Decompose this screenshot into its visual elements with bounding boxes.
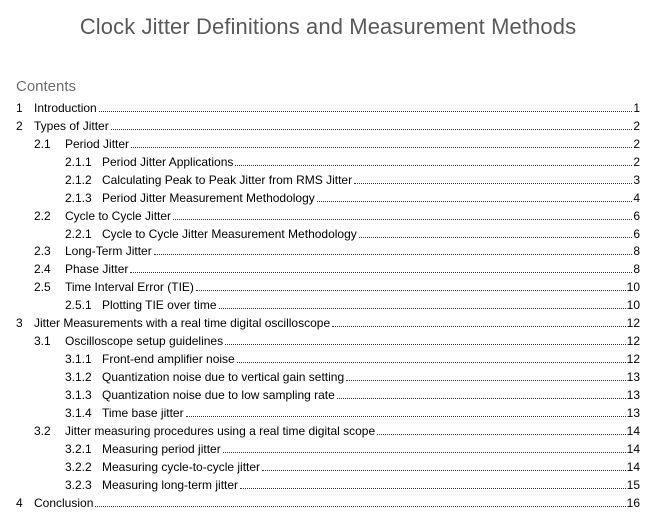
toc-entry-page-number[interactable]: 1 xyxy=(633,100,640,115)
toc-entry-title[interactable]: Cycle to Cycle Jitter xyxy=(65,208,172,223)
toc-entry-number: 2.2 xyxy=(34,208,51,223)
toc-entry-number: 2 xyxy=(16,118,23,133)
toc-entry-number: 2.2.1 xyxy=(65,226,92,241)
toc-dot-leader xyxy=(235,165,632,166)
toc-entry-page-number[interactable]: 6 xyxy=(633,208,640,223)
toc-dot-leader xyxy=(219,308,626,309)
toc-entry-page-number[interactable]: 16 xyxy=(626,495,640,510)
toc-entry[interactable] xyxy=(0,224,656,242)
toc-entry-title[interactable]: Period Jitter Measurement Methodology xyxy=(102,190,315,205)
toc-entry-title[interactable]: Cycle to Cycle Jitter Measurement Methodology xyxy=(102,226,357,241)
toc-entry-title[interactable]: Time Interval Error (TIE) xyxy=(65,280,194,295)
toc-entry-page-number[interactable]: 2 xyxy=(633,154,640,169)
toc-entry-number: 2.1.2 xyxy=(65,172,92,187)
toc-dot-leader xyxy=(377,434,625,435)
toc-dot-leader xyxy=(111,129,633,130)
toc-entry-number: 3.1 xyxy=(34,334,51,349)
toc-dot-leader xyxy=(130,272,632,273)
toc-dot-leader xyxy=(99,111,633,112)
toc-entry-number: 3.1.4 xyxy=(65,405,92,420)
toc-entry-page-number[interactable]: 6 xyxy=(633,226,640,241)
toc-entry-page-number[interactable]: 15 xyxy=(626,477,640,492)
toc-dot-leader xyxy=(225,344,626,345)
toc-entry-number: 2.5 xyxy=(34,280,51,295)
toc-entry[interactable] xyxy=(0,313,656,331)
table-of-contents xyxy=(0,98,656,511)
toc-entry-title[interactable]: Calculating Peak to Peak Jitter from RMS Jitter xyxy=(102,172,353,187)
toc-entry-number: 3.1.1 xyxy=(65,352,92,367)
toc-entry-page-number[interactable]: 4 xyxy=(633,190,640,205)
toc-entry-title[interactable]: Period Jitter xyxy=(65,136,130,151)
toc-entry[interactable] xyxy=(0,385,656,403)
toc-entry[interactable] xyxy=(0,134,656,152)
toc-entry-page-number[interactable]: 13 xyxy=(626,370,640,384)
toc-entry-page-number[interactable]: 12 xyxy=(626,316,640,331)
toc-entry-title[interactable]: Conclusion xyxy=(34,495,94,510)
toc-dot-leader xyxy=(186,416,626,417)
toc-dot-leader xyxy=(346,380,625,381)
toc-entry-page-number[interactable]: 8 xyxy=(633,244,640,259)
toc-entry-title[interactable]: Front-end amplifier noise xyxy=(102,352,235,367)
document-title: Clock Jitter Definitions and Measurement Methods xyxy=(79,14,577,39)
toc-dot-leader xyxy=(173,219,632,220)
toc-entry-title[interactable]: Introduction xyxy=(34,100,97,115)
toc-dot-leader xyxy=(354,183,632,184)
toc-entry-number: 3.2.3 xyxy=(65,477,92,492)
toc-entry[interactable] xyxy=(0,259,656,277)
toc-entry-page-number[interactable]: 12 xyxy=(626,352,640,367)
toc-entry-page-number[interactable]: 2 xyxy=(633,118,640,133)
toc-entry-number: 4 xyxy=(16,495,23,510)
toc-entry-page-number[interactable]: 14 xyxy=(626,441,640,456)
toc-entry-title[interactable]: Measuring cycle-to-cycle jitter xyxy=(102,459,261,474)
toc-dot-leader xyxy=(196,290,626,291)
toc-entry[interactable] xyxy=(0,170,656,188)
toc-entry[interactable] xyxy=(0,403,656,421)
toc-entry-title[interactable]: Measuring period jitter xyxy=(102,441,221,456)
toc-entry-page-number[interactable]: 14 xyxy=(626,423,640,438)
toc-entry[interactable] xyxy=(0,206,656,224)
toc-entry[interactable] xyxy=(0,457,656,475)
toc-entry-page-number[interactable]: 3 xyxy=(633,172,640,187)
toc-entry[interactable] xyxy=(0,475,656,493)
toc-dot-leader xyxy=(332,326,626,327)
toc-entry-page-number[interactable]: 13 xyxy=(626,405,640,420)
toc-entry-title[interactable]: Quantization noise due to vertical gain setting xyxy=(102,370,345,384)
toc-dot-leader xyxy=(337,398,626,399)
toc-entry-number: 2.5.1 xyxy=(65,298,92,313)
toc-entry-title[interactable]: Long-Term Jitter xyxy=(65,244,152,259)
toc-entry-number: 3.2.1 xyxy=(65,441,92,456)
toc-entry[interactable] xyxy=(0,116,656,134)
toc-dot-leader xyxy=(262,470,626,471)
toc-dot-leader xyxy=(95,506,625,507)
toc-entry-number: 3.1.3 xyxy=(65,387,92,402)
toc-dot-leader xyxy=(131,147,632,148)
toc-entry[interactable] xyxy=(0,421,656,439)
toc-entry-number: 3 xyxy=(16,316,23,331)
toc-entry-number: 3.1.2 xyxy=(65,370,92,384)
toc-entry[interactable] xyxy=(0,331,656,349)
toc-entry-title[interactable]: Time base jitter xyxy=(102,405,184,420)
toc-entry-number: 2.1.3 xyxy=(65,190,92,205)
toc-entry-number: 3.2 xyxy=(34,423,51,438)
toc-entry-title[interactable]: Jitter Measurements with a real time digital oscilloscope xyxy=(34,316,331,331)
toc-dot-leader xyxy=(154,254,633,255)
toc-entry-number: 2.1.1 xyxy=(65,154,92,169)
toc-entry-page-number[interactable]: 13 xyxy=(626,387,640,402)
toc-entry-title[interactable]: Oscilloscope setup guidelines xyxy=(65,334,224,349)
contents-heading: Contents xyxy=(16,78,77,95)
toc-entry[interactable] xyxy=(0,242,656,260)
toc-dot-leader xyxy=(359,237,633,238)
toc-entry-title[interactable]: Plotting TIE over time xyxy=(102,298,217,313)
toc-entry-title[interactable]: Quantization noise due to low sampling rate xyxy=(102,387,335,402)
toc-entry-number: 1 xyxy=(16,100,23,115)
toc-entry-title[interactable]: Phase Jitter xyxy=(65,262,129,277)
toc-entry-page-number[interactable]: 12 xyxy=(626,334,640,349)
toc-entry[interactable] xyxy=(0,188,656,206)
toc-entry-page-number[interactable]: 10 xyxy=(626,280,640,295)
toc-entry-number: 2.4 xyxy=(34,262,51,277)
toc-entry-title[interactable]: Period Jitter Applications xyxy=(102,154,234,169)
toc-entry[interactable] xyxy=(0,367,656,385)
toc-entry-title[interactable]: Jitter measuring procedures using a real time digital scope xyxy=(65,423,376,438)
toc-entry-number: 2.3 xyxy=(34,244,51,259)
toc-dot-leader xyxy=(240,488,626,489)
toc-entry[interactable] xyxy=(0,295,656,313)
toc-dot-leader xyxy=(237,362,626,363)
toc-entry-page-number[interactable]: 2 xyxy=(633,136,640,151)
toc-entry[interactable] xyxy=(0,277,656,295)
toc-entry-page-number[interactable]: 8 xyxy=(633,262,640,277)
toc-entry-title[interactable]: Types of Jitter xyxy=(34,118,109,133)
toc-entry[interactable] xyxy=(0,152,656,170)
toc-entry-title[interactable]: Measuring long-term jitter xyxy=(102,477,239,492)
toc-entry-page-number[interactable]: 10 xyxy=(626,298,640,313)
toc-entry-number: 3.2.2 xyxy=(65,459,92,474)
toc-dot-leader xyxy=(317,201,633,202)
toc-entry-number: 2.1 xyxy=(34,136,51,151)
toc-entry-page-number[interactable]: 14 xyxy=(626,459,640,474)
toc-dot-leader xyxy=(223,452,626,453)
toc-entry[interactable] xyxy=(0,439,656,457)
toc-entry[interactable] xyxy=(0,493,656,511)
toc-entry[interactable] xyxy=(0,349,656,367)
toc-entry[interactable] xyxy=(0,98,656,116)
